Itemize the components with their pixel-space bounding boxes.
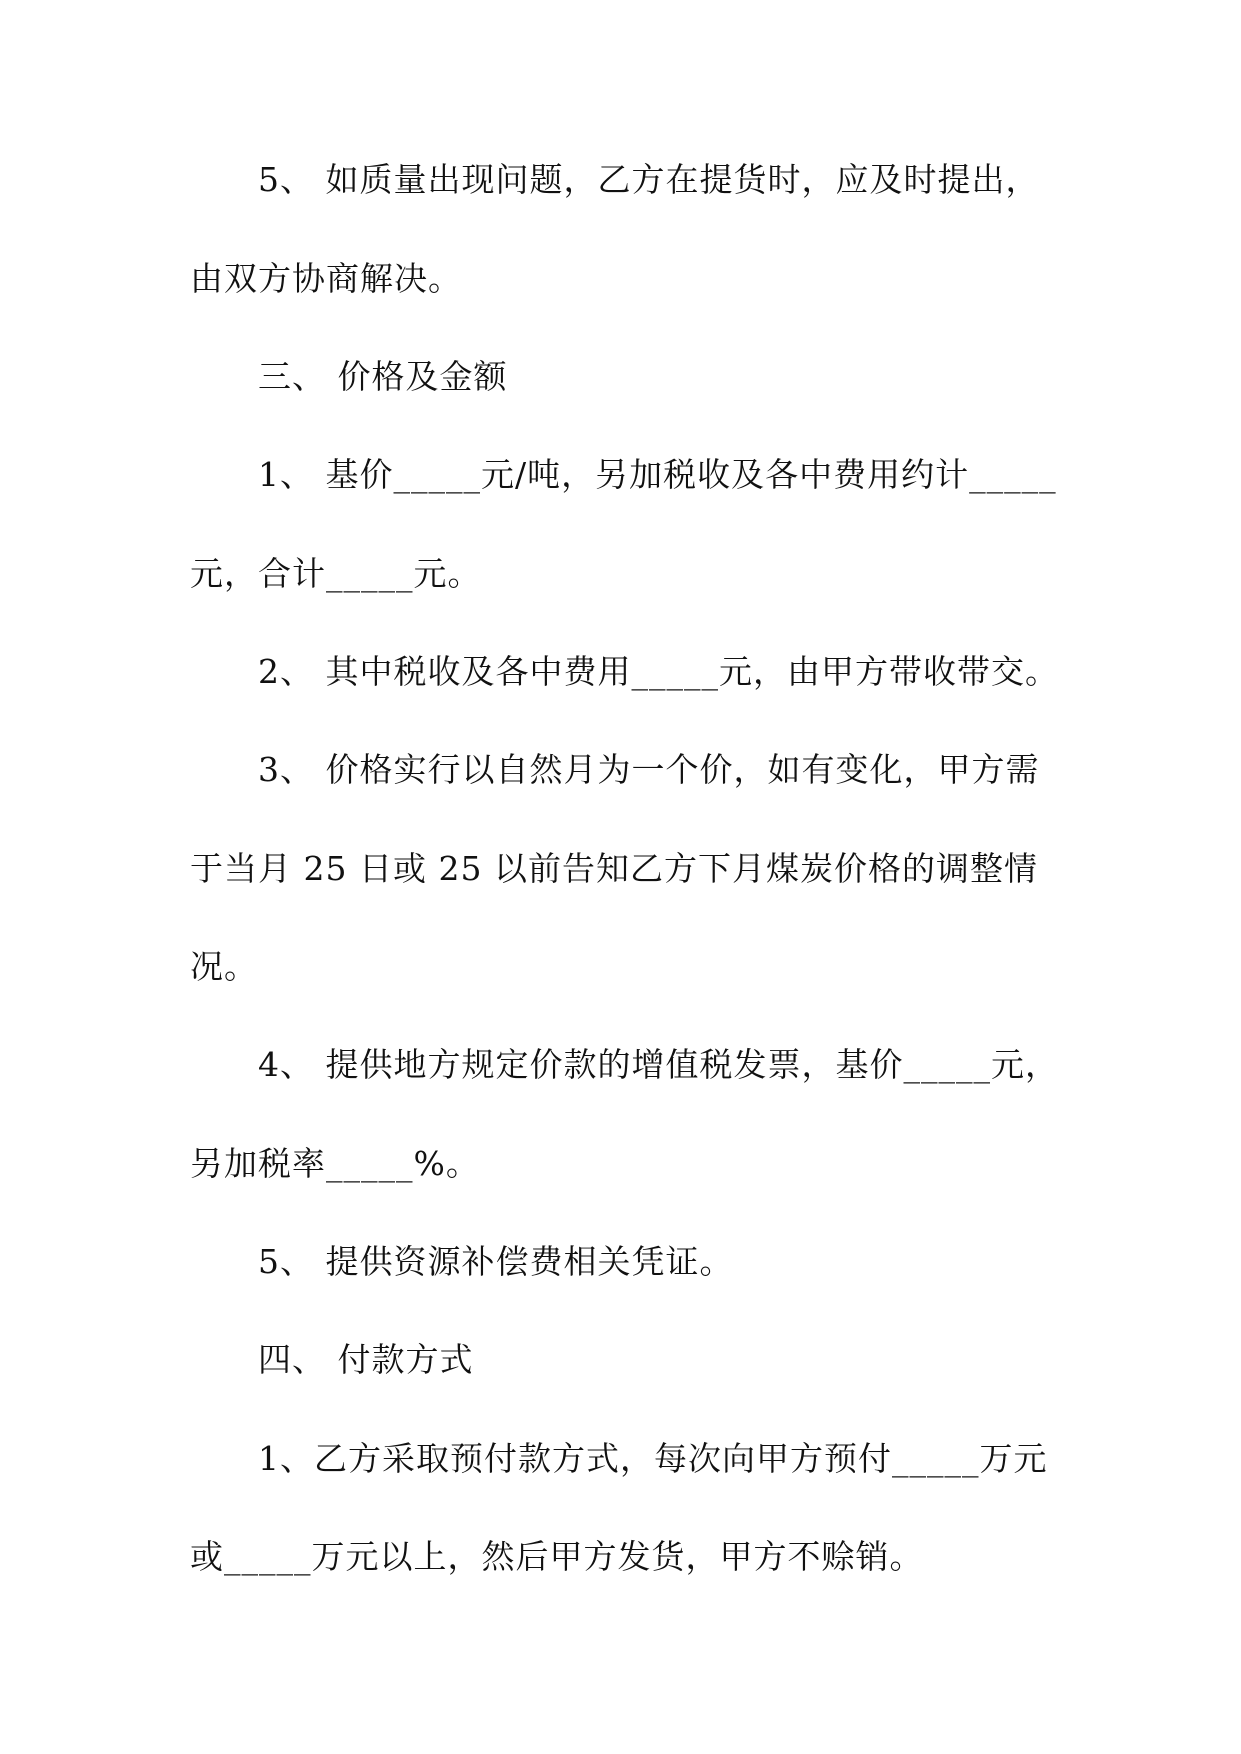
- paragraph-line-quality-issue: 5、 如质量出现问题，乙方在提货时，应及时提出，: [258, 160, 1040, 199]
- paragraph-line-base-price-cont: 元，合计_____元。: [190, 554, 482, 593]
- section-heading-price-amount: 三、 价格及金额: [258, 357, 508, 396]
- section-heading-payment-method: 四、 付款方式: [258, 1340, 474, 1379]
- paragraph-line-prepayment-cont: 或_____万元以上，然后甲方发货，甲方不赊销。: [190, 1537, 924, 1576]
- paragraph-line-resource-fee: 5、 提供资源补偿费相关凭证。: [258, 1242, 734, 1281]
- paragraph-line-monthly-price-end: 况。: [190, 947, 258, 986]
- paragraph-line-monthly-price-cont: 于当月 25 日或 25 以前告知乙方下月煤炭价格的调整情: [190, 849, 1038, 888]
- paragraph-line-prepayment: 1、乙方采取预付款方式，每次向甲方预付_____万元: [258, 1439, 1048, 1478]
- paragraph-line-monthly-price: 3、 价格实行以自然月为一个价，如有变化，甲方需: [258, 750, 1040, 789]
- paragraph-line-base-price: 1、 基价_____元/吨，另加税收及各中费用约计_____: [258, 455, 1057, 494]
- paragraph-line-vat-invoice: 4、 提供地方规定价款的增值税发票，基价_____元，: [258, 1045, 1059, 1084]
- paragraph-line-tax-fees: 2、 其中税收及各中费用_____元，由甲方带收带交。: [258, 652, 1059, 691]
- paragraph-line-quality-issue-cont: 由双方协商解决。: [190, 259, 462, 298]
- paragraph-line-vat-invoice-cont: 另加税率_____%。: [190, 1144, 480, 1183]
